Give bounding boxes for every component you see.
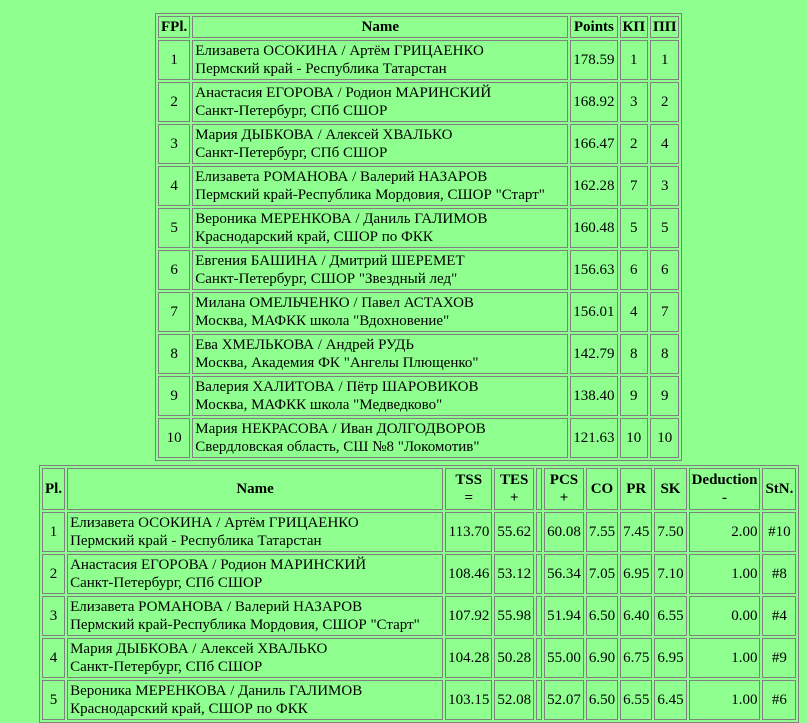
competitor-club: Санкт-Петербург, СПб СШОР (70, 575, 263, 591)
deduction-cell: 2.00 (689, 512, 761, 552)
table-row (42, 554, 796, 594)
place-cell: 5 (42, 680, 65, 720)
deduction-cell: 1.00 (689, 638, 761, 678)
competitor-names: Вероника МЕРЕНКОВА / Даниль ГАЛИМОВ (70, 683, 363, 699)
col-header-name: Name (67, 468, 443, 510)
competitor-club: Краснодарский край, СШОР по ФКК (195, 229, 433, 245)
col-header-sk: SK (654, 468, 686, 510)
tes-cell: 52.08 (494, 680, 534, 720)
col-header-pp: ПП (650, 16, 679, 38)
competitor-club: Москва, МАФКК школа "Медведково" (195, 397, 443, 413)
competitor-club: Санкт-Петербург, СПб СШОР (195, 145, 388, 161)
points-cell: 156.63 (570, 250, 617, 290)
pr-cell: 6.40 (620, 596, 652, 636)
place-cell: 2 (42, 554, 65, 594)
col-header-pcs: PCS + (544, 468, 584, 510)
pcs-cell: 52.07 (544, 680, 584, 720)
kp-cell: 5 (620, 208, 649, 248)
sk-cell: 6.95 (654, 638, 686, 678)
table-row (158, 250, 679, 290)
spacer-cell (536, 680, 542, 720)
kp-cell: 7 (620, 166, 649, 206)
col-header-kp: КП (620, 16, 649, 38)
place-cell: 1 (42, 512, 65, 552)
final-standings-table (155, 13, 682, 461)
start-number-cell: #9 (762, 638, 796, 678)
kp-cell: 3 (620, 82, 649, 122)
pr-cell: 6.55 (620, 680, 652, 720)
place-cell: 3 (42, 596, 65, 636)
kp-cell: 2 (620, 124, 649, 164)
tss-cell: 108.46 (445, 554, 492, 594)
deduction-cell: 1.00 (689, 554, 761, 594)
co-cell: 7.55 (586, 512, 618, 552)
competitor-club: Санкт-Петербург, СПб СШОР (70, 659, 263, 675)
co-cell: 6.50 (586, 596, 618, 636)
place-cell: 4 (42, 638, 65, 678)
competitor-cell (67, 638, 443, 678)
tss-cell: 107.92 (445, 596, 492, 636)
pp-cell: 3 (650, 166, 679, 206)
competitor-cell (192, 376, 568, 416)
competitor-cell (192, 292, 568, 332)
spacer-cell (536, 638, 542, 678)
pp-cell: 2 (650, 82, 679, 122)
col-spacer (536, 468, 542, 510)
points-cell: 160.48 (570, 208, 617, 248)
tss-cell: 103.15 (445, 680, 492, 720)
start-number-cell: #6 (762, 680, 796, 720)
table-row (158, 418, 679, 458)
competitor-names: Мария ДЫБКОВА / Алексей ХВАЛЬКО (70, 641, 328, 657)
col-header-tes: TES + (494, 468, 534, 510)
competitor-club: Пермский край - Республика Татарстан (195, 61, 447, 77)
competitor-cell (67, 554, 443, 594)
deduction-cell: 0.00 (689, 596, 761, 636)
kp-cell: 8 (620, 334, 649, 374)
pp-cell: 10 (650, 418, 679, 458)
competitor-cell (192, 124, 568, 164)
place-cell: 7 (158, 292, 190, 332)
col-header-fpl: FPl. (158, 16, 190, 38)
tes-cell: 53.12 (494, 554, 534, 594)
competitor-club: Пермский край-Республика Мордовия, СШОР "Старт" (70, 617, 420, 633)
pp-cell: 4 (650, 124, 679, 164)
competitor-club: Москва, Академия ФК "Ангелы Плющенко" (195, 355, 479, 371)
pp-cell: 7 (650, 292, 679, 332)
points-cell: 142.79 (570, 334, 617, 374)
competitor-names: Елизавета ОСОКИНА / Артём ГРИЦАЕНКО (195, 43, 484, 59)
competitor-cell (192, 250, 568, 290)
competitor-cell (67, 512, 443, 552)
pcs-cell: 51.94 (544, 596, 584, 636)
competitor-names: Мария НЕКРАСОВА / Иван ДОЛГОДВОРОВ (195, 421, 486, 437)
start-number-cell: #4 (762, 596, 796, 636)
competitor-club: Пермский край - Республика Татарстан (70, 533, 322, 549)
pp-cell: 8 (650, 334, 679, 374)
tss-cell: 113.70 (445, 512, 492, 552)
competitor-club: Краснодарский край, СШОР по ФКК (70, 701, 308, 717)
kp-cell: 9 (620, 376, 649, 416)
points-cell: 168.92 (570, 82, 617, 122)
points-cell: 166.47 (570, 124, 617, 164)
points-cell: 162.28 (570, 166, 617, 206)
points-cell: 178.59 (570, 40, 617, 80)
co-cell: 6.50 (586, 680, 618, 720)
table-row (42, 596, 796, 636)
col-header-stn: StN. (762, 468, 796, 510)
sk-cell: 6.45 (654, 680, 686, 720)
competitor-names: Евгения БАШИНА / Дмитрий ШЕРЕМЕТ (195, 253, 465, 269)
competitor-club: Санкт-Петербург, СПб СШОР (195, 103, 388, 119)
kp-cell: 10 (620, 418, 649, 458)
spacer-cell (536, 512, 542, 552)
competitor-cell (192, 82, 568, 122)
pp-cell: 6 (650, 250, 679, 290)
competitor-names: Елизавета РОМАНОВА / Валерий НАЗАРОВ (70, 599, 363, 615)
competitor-cell (192, 40, 568, 80)
sk-cell: 7.50 (654, 512, 686, 552)
sk-cell: 6.55 (654, 596, 686, 636)
segment-results-table (39, 465, 799, 723)
header-row (158, 16, 679, 38)
competitor-names: Валерия ХАЛИТОВА / Пётр ШАРОВИКОВ (195, 379, 479, 395)
start-number-cell: #10 (762, 512, 796, 552)
place-cell: 8 (158, 334, 190, 374)
pcs-cell: 60.08 (544, 512, 584, 552)
header-row (42, 468, 796, 510)
col-header-tss: TSS = (445, 468, 492, 510)
table-row (158, 166, 679, 206)
place-cell: 9 (158, 376, 190, 416)
co-cell: 7.05 (586, 554, 618, 594)
co-cell: 6.90 (586, 638, 618, 678)
competitor-names: Вероника МЕРЕНКОВА / Даниль ГАЛИМОВ (195, 211, 488, 227)
competitor-names: Анастасия ЕГОРОВА / Родион МАРИНСКИЙ (195, 85, 492, 101)
points-cell: 156.01 (570, 292, 617, 332)
competitor-club: Свердловская область, СШ №8 "Локомотив" (195, 439, 480, 455)
competitor-cell (192, 208, 568, 248)
points-cell: 138.40 (570, 376, 617, 416)
tss-cell: 104.28 (445, 638, 492, 678)
place-cell: 3 (158, 124, 190, 164)
table-row (158, 40, 679, 80)
pcs-cell: 55.00 (544, 638, 584, 678)
table-row (158, 292, 679, 332)
place-cell: 10 (158, 418, 190, 458)
points-cell: 121.63 (570, 418, 617, 458)
table-row (42, 512, 796, 552)
competitor-cell (192, 334, 568, 374)
kp-cell: 4 (620, 292, 649, 332)
table-row (42, 638, 796, 678)
table-row (158, 334, 679, 374)
start-number-cell: #8 (762, 554, 796, 594)
col-header-co: CO (586, 468, 618, 510)
pp-cell: 1 (650, 40, 679, 80)
competitor-cell (67, 680, 443, 720)
competitor-names: Елизавета РОМАНОВА / Валерий НАЗАРОВ (195, 169, 488, 185)
pr-cell: 6.95 (620, 554, 652, 594)
sk-cell: 7.10 (654, 554, 686, 594)
pr-cell: 6.75 (620, 638, 652, 678)
competitor-cell (192, 166, 568, 206)
table-row (158, 82, 679, 122)
competitor-names: Ева ХМЕЛЬКОВА / Андрей РУДЬ (195, 337, 414, 353)
competitor-club: Пермский край-Республика Мордовия, СШОР "Старт" (195, 187, 545, 203)
competitor-cell (192, 418, 568, 458)
pr-cell: 7.45 (620, 512, 652, 552)
competitor-club: Москва, МАФКК школа "Вдохновение" (195, 313, 450, 329)
kp-cell: 1 (620, 40, 649, 80)
place-cell: 6 (158, 250, 190, 290)
table-row (158, 208, 679, 248)
place-cell: 2 (158, 82, 190, 122)
pcs-cell: 56.34 (544, 554, 584, 594)
table-row (158, 124, 679, 164)
table-row (42, 680, 796, 720)
deduction-cell: 1.00 (689, 680, 761, 720)
competitor-cell (67, 596, 443, 636)
col-header-name: Name (192, 16, 568, 38)
tes-cell: 55.62 (494, 512, 534, 552)
tes-cell: 50.28 (494, 638, 534, 678)
table-row (158, 376, 679, 416)
competitor-names: Елизавета ОСОКИНА / Артём ГРИЦАЕНКО (70, 515, 359, 531)
place-cell: 4 (158, 166, 190, 206)
spacer-cell (536, 554, 542, 594)
col-header-pr: PR (620, 468, 652, 510)
col-header-deduction: Deduction - (689, 468, 761, 510)
competitor-names: Мария ДЫБКОВА / Алексей ХВАЛЬКО (195, 127, 453, 143)
col-header-pl: Pl. (42, 468, 65, 510)
competitor-names: Милана ОМЕЛЬЧЕНКО / Павел АСТАХОВ (195, 295, 474, 311)
competitor-club: Санкт-Петербург, СШОР "Звездный лед" (195, 271, 458, 287)
place-cell: 1 (158, 40, 190, 80)
kp-cell: 6 (620, 250, 649, 290)
spacer-cell (536, 596, 542, 636)
pp-cell: 9 (650, 376, 679, 416)
competitor-names: Анастасия ЕГОРОВА / Родион МАРИНСКИЙ (70, 557, 367, 573)
place-cell: 5 (158, 208, 190, 248)
col-header-points: Points (570, 16, 617, 38)
pp-cell: 5 (650, 208, 679, 248)
tes-cell: 55.98 (494, 596, 534, 636)
